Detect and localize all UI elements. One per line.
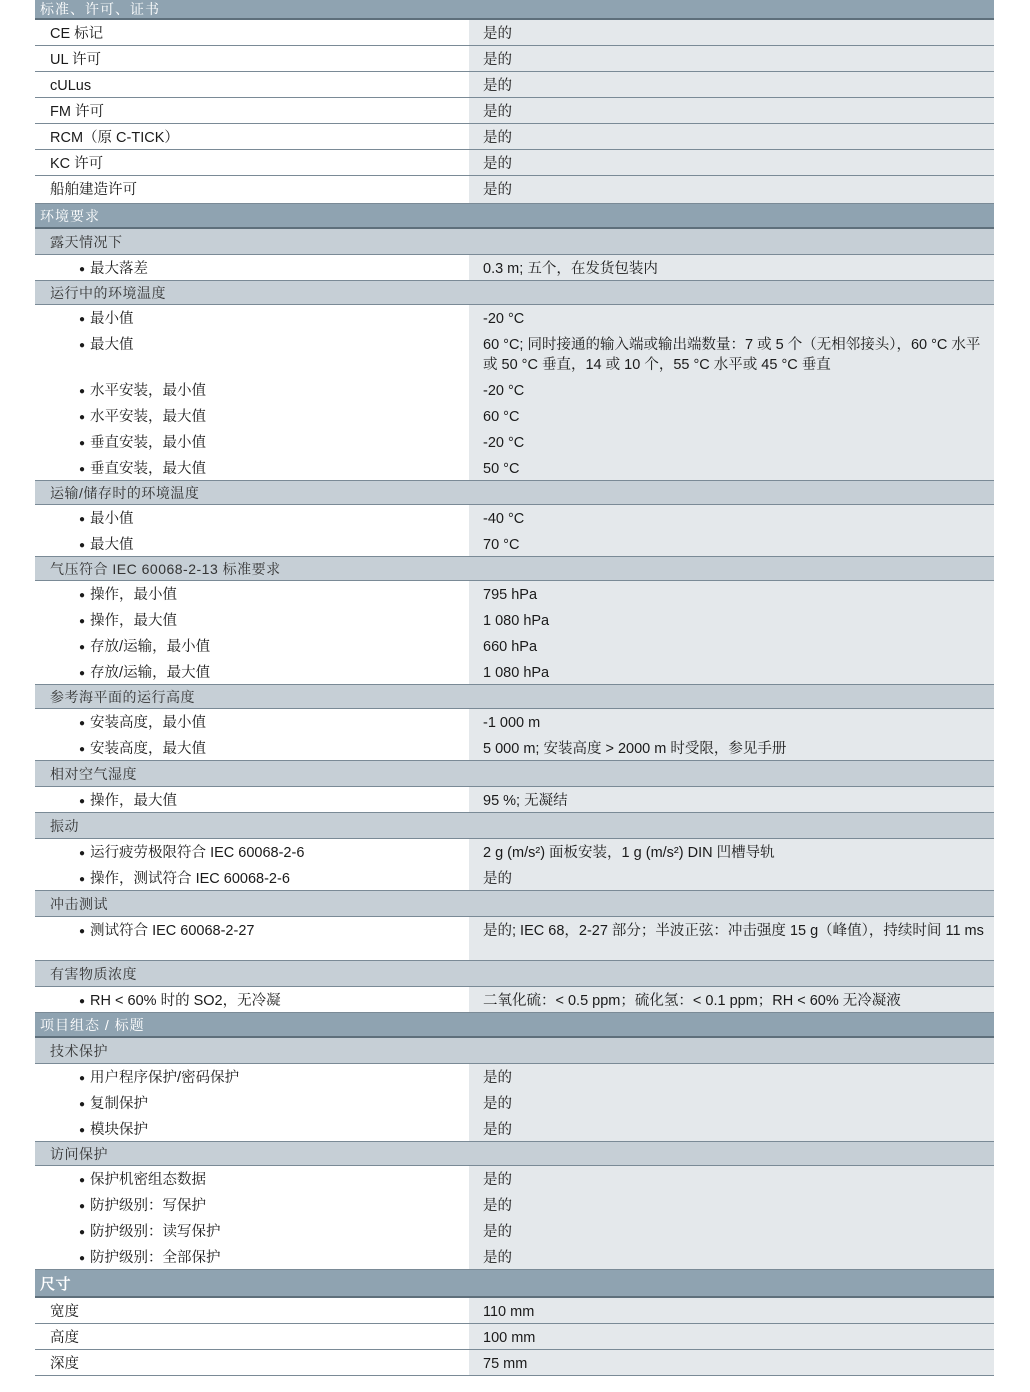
spec-row	[35, 1064, 994, 1090]
spec-table	[35, 0, 994, 1376]
spec-label: FM 许可	[35, 98, 467, 123]
spec-label: ● 水平安装，最小值	[35, 377, 467, 403]
spec-row	[35, 255, 994, 281]
section-header	[35, 204, 994, 229]
spec-value: 是的	[467, 98, 994, 123]
spec-label: ● 垂直安装，最大值	[35, 455, 467, 480]
subsection-header	[35, 685, 994, 709]
spec-label: ● 操作，最小值	[35, 581, 467, 607]
spec-row	[35, 987, 994, 1013]
section-title: 环境要求	[40, 207, 100, 224]
spec-value: 660 hPa	[467, 633, 994, 659]
spec-label: ● 防护级别：写保护	[35, 1192, 467, 1218]
spec-row	[35, 787, 994, 813]
spec-value: 1 080 hPa	[467, 607, 994, 633]
subsection-header	[35, 281, 994, 305]
spec-row	[35, 124, 994, 150]
spec-row	[35, 20, 994, 46]
spec-value: 60 °C	[467, 403, 994, 429]
spec-label: ● 存放/运输，最小值	[35, 633, 467, 659]
spec-row	[35, 1192, 994, 1218]
spec-row	[35, 633, 994, 659]
spec-value: 0.3 m; 五个，在发货包装内	[467, 255, 994, 280]
subsection-header	[35, 891, 994, 917]
section-title: 参考海平面的运行高度	[50, 688, 195, 705]
spec-row	[35, 917, 994, 961]
spec-label: ● 操作，测试符合 IEC 60068-2-6	[35, 865, 467, 890]
spec-row	[35, 839, 994, 865]
spec-row	[35, 1116, 994, 1142]
spec-label: ● 垂直安装，最小值	[35, 429, 467, 455]
spec-value: 是的	[467, 20, 994, 45]
spec-row	[35, 1298, 994, 1324]
spec-value: 2 g (m/s²) 面板安装，1 g (m/s²) DIN 凹槽导轨	[467, 839, 994, 865]
spec-row	[35, 607, 994, 633]
section-title: 标准、许可、证书	[40, 1, 160, 17]
subsection-header	[35, 961, 994, 987]
spec-label: cULus	[35, 72, 467, 97]
spec-row	[35, 1218, 994, 1244]
spec-row	[35, 1244, 994, 1270]
spec-row	[35, 659, 994, 685]
spec-value: -40 °C	[467, 505, 994, 531]
spec-value: -20 °C	[467, 305, 994, 331]
spec-value: 70 °C	[467, 531, 994, 556]
spec-row	[35, 505, 994, 531]
spec-row	[35, 403, 994, 429]
spec-value: 是的; IEC 68，2-27 部分；半波正弦：冲击强度 15 g（峰值），持续时间 11 ms	[467, 917, 994, 960]
spec-label: ● RH < 60% 时的 SO2，无冷凝	[35, 987, 467, 1012]
spec-row	[35, 1350, 994, 1376]
spec-value: -20 °C	[467, 429, 994, 455]
spec-row	[35, 1090, 994, 1116]
spec-row	[35, 455, 994, 481]
section-title: 露天情况下	[50, 233, 123, 250]
spec-value: 是的	[467, 176, 994, 203]
spec-row	[35, 709, 994, 735]
spec-label: ● 安装高度，最大值	[35, 735, 467, 760]
spec-label: ● 模块保护	[35, 1116, 467, 1141]
spec-label: ● 保护机密组态数据	[35, 1166, 467, 1192]
spec-value: 是的	[467, 1064, 994, 1090]
spec-value: 是的	[467, 1192, 994, 1218]
spec-value: 是的	[467, 46, 994, 71]
spec-value: 50 °C	[467, 455, 994, 480]
spec-row	[35, 72, 994, 98]
spec-label: ● 最大落差	[35, 255, 467, 280]
spec-label: 深度	[35, 1350, 467, 1375]
spec-label: ● 操作，最大值	[35, 787, 467, 812]
spec-label: UL 许可	[35, 46, 467, 71]
section-header	[35, 1013, 994, 1038]
spec-value: 795 hPa	[467, 581, 994, 607]
spec-label: ● 测试符合 IEC 60068-2-27	[35, 917, 467, 960]
subsection-header	[35, 229, 994, 255]
spec-row	[35, 98, 994, 124]
spec-row	[35, 377, 994, 403]
spec-row	[35, 46, 994, 72]
spec-value: 110 mm	[467, 1298, 994, 1323]
spec-row	[35, 1166, 994, 1192]
section-title: 技术保护	[50, 1042, 108, 1059]
spec-value: 95 %; 无凝结	[467, 787, 994, 812]
spec-label: ● 存放/运输，最大值	[35, 659, 467, 684]
spec-row	[35, 865, 994, 891]
spec-value: 是的	[467, 72, 994, 97]
spec-label: ● 最大值	[35, 331, 467, 377]
subsection-header	[35, 761, 994, 787]
spec-value: -20 °C	[467, 377, 994, 403]
section-title: 气压符合 IEC 60068-2-13 标准要求	[50, 560, 281, 577]
spec-value: 是的	[467, 124, 994, 149]
spec-value: -1 000 m	[467, 709, 994, 735]
spec-row	[35, 305, 994, 331]
spec-row	[35, 150, 994, 176]
spec-label: ● 复制保护	[35, 1090, 467, 1116]
spec-label: ● 安装高度，最小值	[35, 709, 467, 735]
spec-value: 75 mm	[467, 1350, 994, 1375]
spec-value: 5 000 m; 安装高度 > 2000 m 时受限，参见手册	[467, 735, 994, 760]
subsection-header	[35, 1038, 994, 1064]
spec-label: ● 水平安装，最大值	[35, 403, 467, 429]
section-title: 运输/储存时的环境温度	[50, 484, 200, 501]
section-title: 有害物质浓度	[50, 965, 137, 982]
section-header	[35, 0, 994, 20]
spec-label: ● 防护级别：读写保护	[35, 1218, 467, 1244]
subsection-header	[35, 481, 994, 505]
spec-value: 是的	[467, 1166, 994, 1192]
spec-value: 是的	[467, 1116, 994, 1141]
spec-label: 宽度	[35, 1298, 467, 1323]
spec-value: 是的	[467, 150, 994, 175]
subsection-header	[35, 1142, 994, 1166]
spec-value: 二氧化硫：< 0.5 ppm；硫化氢：< 0.1 ppm；RH < 60% 无冷凝液	[467, 987, 994, 1012]
spec-value: 1 080 hPa	[467, 659, 994, 684]
spec-label: KC 许可	[35, 150, 467, 175]
spec-label: ● 操作，最大值	[35, 607, 467, 633]
spec-label: ● 最大值	[35, 531, 467, 556]
spec-row	[35, 581, 994, 607]
spec-row	[35, 176, 994, 204]
spec-label: ● 最小值	[35, 505, 467, 531]
spec-label: CE 标记	[35, 20, 467, 45]
spec-label: ● 运行疲劳极限符合 IEC 60068-2-6	[35, 839, 467, 865]
spec-value: 是的	[467, 1244, 994, 1269]
section-title: 项目组态 / 标题	[40, 1016, 145, 1033]
spec-label: 高度	[35, 1324, 467, 1349]
spec-row	[35, 735, 994, 761]
section-title: 访问保护	[50, 1145, 108, 1162]
subsection-header	[35, 557, 994, 581]
spec-row	[35, 531, 994, 557]
spec-row	[35, 1324, 994, 1350]
spec-row	[35, 429, 994, 455]
subsection-header	[35, 813, 994, 839]
spec-label: RCM（原 C-TICK）	[35, 124, 467, 149]
spec-label: 船舶建造许可	[35, 176, 467, 203]
spec-value: 100 mm	[467, 1324, 994, 1349]
section-title: 运行中的环境温度	[50, 284, 166, 301]
spec-label: ● 防护级别：全部保护	[35, 1244, 467, 1269]
section-header	[35, 1270, 994, 1298]
spec-value: 60 °C; 同时接通的输入端或输出端数量：7 或 5 个（无相邻接头），60 °C 水平或 50 °C 垂直，14 或 10 个，55 °C 水平或 45 °C 垂直	[467, 331, 994, 377]
spec-value: 是的	[467, 1090, 994, 1116]
section-title: 冲击测试	[50, 895, 108, 912]
spec-label: ● 用户程序保护/密码保护	[35, 1064, 467, 1090]
section-title: 尺寸	[40, 1275, 72, 1293]
spec-value: 是的	[467, 865, 994, 890]
spec-label: ● 最小值	[35, 305, 467, 331]
spec-row	[35, 331, 994, 377]
section-title: 相对空气湿度	[50, 765, 137, 782]
section-title: 振动	[50, 817, 79, 834]
spec-value: 是的	[467, 1218, 994, 1244]
